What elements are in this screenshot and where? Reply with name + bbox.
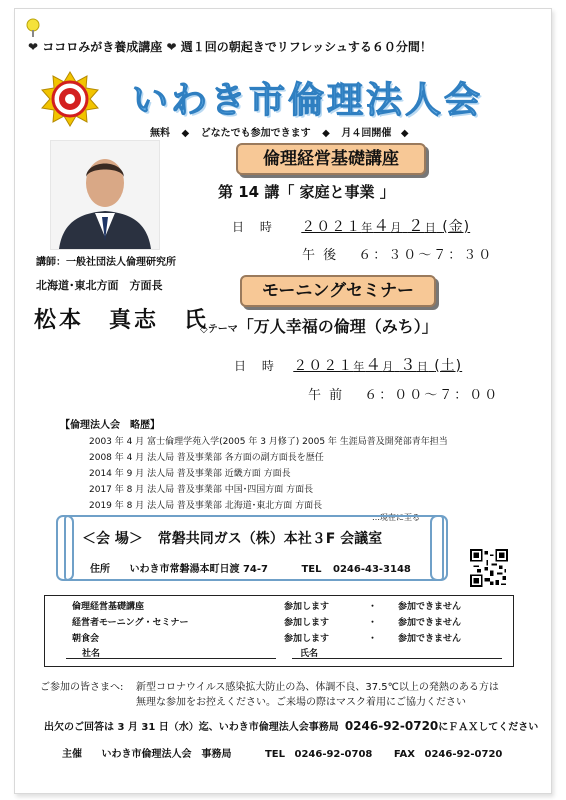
course-banner: 倫理経営基礎講座 (236, 143, 426, 175)
history-item: 2008 年 4 月 法人局 普及事業部 各方面の副方面長を歴任 (89, 453, 324, 463)
seminar-date-value: ２０２１年４月 ３日 (土) (293, 355, 463, 374)
form-option-absent[interactable]: 参加できません (398, 634, 462, 644)
emblem-logo (40, 70, 100, 130)
notice-line2: 無理な参加をお控えください。ご来場の際はマスク着用にご協力ください (136, 697, 466, 708)
form-event: 朝食会 (72, 634, 100, 644)
history-item: 2017 年 8 月 法人局 普及事業部 中国･四国方面 方面長 (89, 485, 314, 495)
tagline-part2: 週１回の朝起きでリフレッシュする６０分間！ (180, 40, 432, 54)
pushpin-icon (24, 18, 42, 38)
venue-name: 常磐共同ガス（株）本社３F 会議室 (157, 531, 383, 547)
speaker-region: 北海道･東北方面 方面長 (36, 279, 163, 292)
seminar-date-label: 日 時 (234, 359, 280, 373)
heart-icon: ❤ (166, 40, 177, 54)
history-current: …現在に至る (372, 513, 420, 522)
info-line: 無料 ◆ どなたでも参加できます ◆ 月４回開催 ◆ (150, 128, 409, 139)
seminar-time-value: ６：００～７：００ (364, 388, 500, 403)
course-date-value: ２０２１年４月 ２日 (金) (301, 216, 471, 235)
form-company-label: 社名 (82, 649, 101, 659)
info-anyone: どなたでも参加できます (200, 128, 311, 139)
info-free: 無料 (150, 128, 170, 139)
form-option-absent[interactable]: 参加できません (398, 618, 462, 628)
form-separator: ・ (368, 602, 378, 612)
venue-label: ＜会 場＞ (82, 531, 143, 547)
scroll-curl-right (430, 515, 448, 581)
form-separator: ・ (368, 634, 378, 644)
sponsor-line: 主催 いわき市倫理法人会 事務局 TEL 0246-92-0708 FAX 0246-92-0720 (62, 749, 503, 760)
seminar-date (234, 352, 462, 375)
form-company-field[interactable] (66, 658, 276, 659)
seminar-theme-label: ◇テーマ (200, 324, 238, 335)
qr-code (470, 549, 508, 587)
info-monthly: 月４回開催 (341, 128, 392, 139)
course-date-label: 日 時 (232, 220, 278, 234)
seminar-time (308, 384, 499, 403)
seminar-banner: モーニングセミナー (240, 275, 436, 307)
scroll-curl-left (56, 515, 74, 581)
notice-line1: 新型コロナウイルス感染拡大防止の為、体調不良、37.5℃以上の発熱のある方は (136, 682, 499, 693)
form-option-attend[interactable]: 参加します (284, 634, 330, 644)
course-time (302, 244, 493, 263)
org-title: いわき市倫理法人会 (132, 80, 484, 121)
course-time-value: ６：３０～７：３０ (358, 248, 494, 263)
form-event: 経営者モーニング・セミナー (72, 618, 189, 628)
seminar-theme-value: 「万人幸福の倫理（みち）」 (237, 317, 438, 336)
course-lecture: 第 14 講「 家庭と事業 」 (218, 183, 395, 201)
form-name-label: 氏名 (300, 649, 319, 659)
history-item: 2019 年 8 月 法人局 普及事業部 北海道･東北方面 方面長 (89, 501, 323, 511)
seminar-time-label: 午 前 (308, 388, 345, 403)
form-event: 倫理経営基礎講座 (72, 602, 145, 612)
venue-address: 住所 いわき市常磐湯本町日渡 74-7 TEL 0246-43-3148 (90, 564, 411, 575)
speaker-name: 松本 真志 氏 (34, 308, 210, 333)
seminar-theme (200, 314, 438, 337)
form-option-absent[interactable]: 参加できません (398, 602, 462, 612)
form-separator: ・ (368, 618, 378, 628)
tagline (28, 38, 432, 55)
history-item: 2003 年 4 月 富士倫理学苑入学(2005 年 3 月修了) 2005 年 生涯局普及開発部青年担当 (89, 437, 448, 447)
speaker-affiliation: 講師：一般社団法人倫理研究所 (36, 257, 176, 268)
form-option-attend[interactable]: 参加します (284, 618, 330, 628)
form-name-field[interactable] (292, 658, 502, 659)
speaker-photo (50, 140, 160, 250)
venue-line (82, 528, 382, 548)
course-date (232, 213, 470, 236)
reply-instruction: 出欠のご回答は 3 月 31 日（水）迄、いわき市倫理法人会事務局 0246-92-0720にＦＡＸしてください (44, 719, 539, 733)
form-option-attend[interactable]: 参加します (284, 602, 330, 612)
heart-icon: ❤ (28, 40, 39, 54)
notice-label: ご参加の皆さまへ: (40, 682, 124, 693)
tagline-part1: ココロみがき養成講座 (42, 40, 163, 54)
history-title: 【倫理法人会 略歴】 (60, 420, 160, 431)
course-time-label: 午 後 (302, 248, 339, 263)
history-item: 2014 年 9 月 法人局 普及事業部 近畿方面 方面長 (89, 469, 291, 479)
